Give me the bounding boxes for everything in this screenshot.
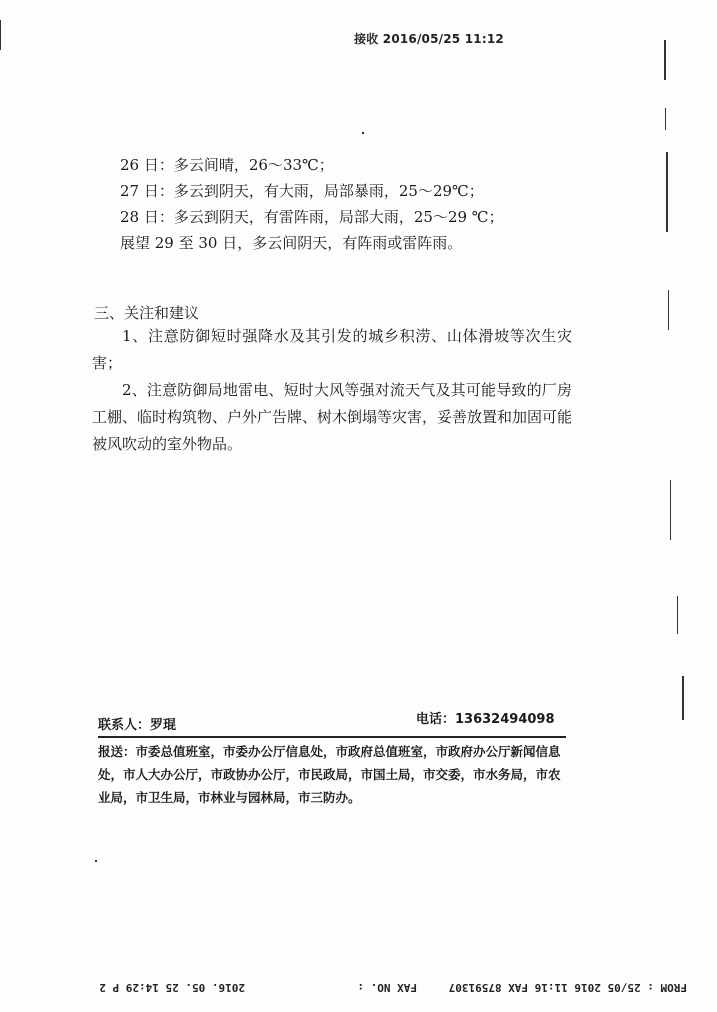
forecast-line-27: 27 日：多云到阴天，有大雨，局部暴雨，25～29℃； [120, 182, 484, 200]
fax-footer-number: FAX NO. : [357, 981, 417, 994]
suggestion-item-2: 2、注意防御局地雷电、短时大风等强对流天气及其可能导致的厂房工棚、临时构筑物、户外广告牌、树木倒塌等灾害，妥善放置和加固可能被风吹动的室外物品。 [92, 381, 573, 453]
scan-artifact-line [668, 290, 669, 330]
forecast-line-26: 26 日：多云间晴，26～33℃； [120, 156, 334, 174]
scan-artifact-line [664, 40, 666, 80]
suggestion-item-1: 1、注意防御短时强降水及其引发的城乡积涝、山体滑坡等次生灾害； [92, 327, 572, 372]
scan-artifact-line [677, 596, 678, 634]
contact-person: 联系人：罗琨 [98, 718, 177, 733]
fax-footer-sender: FROM : 25/05 2016 11:16 FAX 87591307 [448, 981, 687, 994]
fax-transmission-footer [0, 975, 717, 999]
scan-artifact-line [665, 108, 666, 130]
received-timestamp: 接收 2016/05/25 11:12 [354, 32, 504, 46]
scan-artifact-dot [95, 860, 97, 862]
suggestions-block [92, 323, 572, 458]
scan-artifact-line [670, 480, 671, 540]
contact-phone: 电话：13632494098 [416, 712, 555, 727]
scan-artifact-line [666, 152, 668, 232]
forecast-line-28: 28 日：多云到阴天，有雷阵雨，局部大雨，25～29 ℃； [120, 208, 504, 226]
forecast-block [120, 152, 504, 256]
section-title-suggestions: 三、关注和建议 [94, 304, 200, 322]
forecast-outlook: 展望 29 至 30 日，多云间阴天，有阵雨或雷阵雨。 [120, 234, 463, 252]
scan-artifact-line [682, 676, 684, 720]
scan-artifact-dot [362, 132, 364, 134]
contact-row [98, 708, 568, 733]
distribution-list: 报送：市委总值班室，市委办公厅信息处，市政府总值班室，市政府办公厅新闻信息处，市人大办公厅，市政协办公厅，市民政局，市国土局，市交委，市水务局，市农业局，市卫生局，市林业与园林局，市三防办。 [98, 736, 566, 809]
scan-artifact-line [0, 20, 1, 50]
fax-footer-time: 2016. 05. 25 14:29 P 2 [99, 981, 245, 994]
